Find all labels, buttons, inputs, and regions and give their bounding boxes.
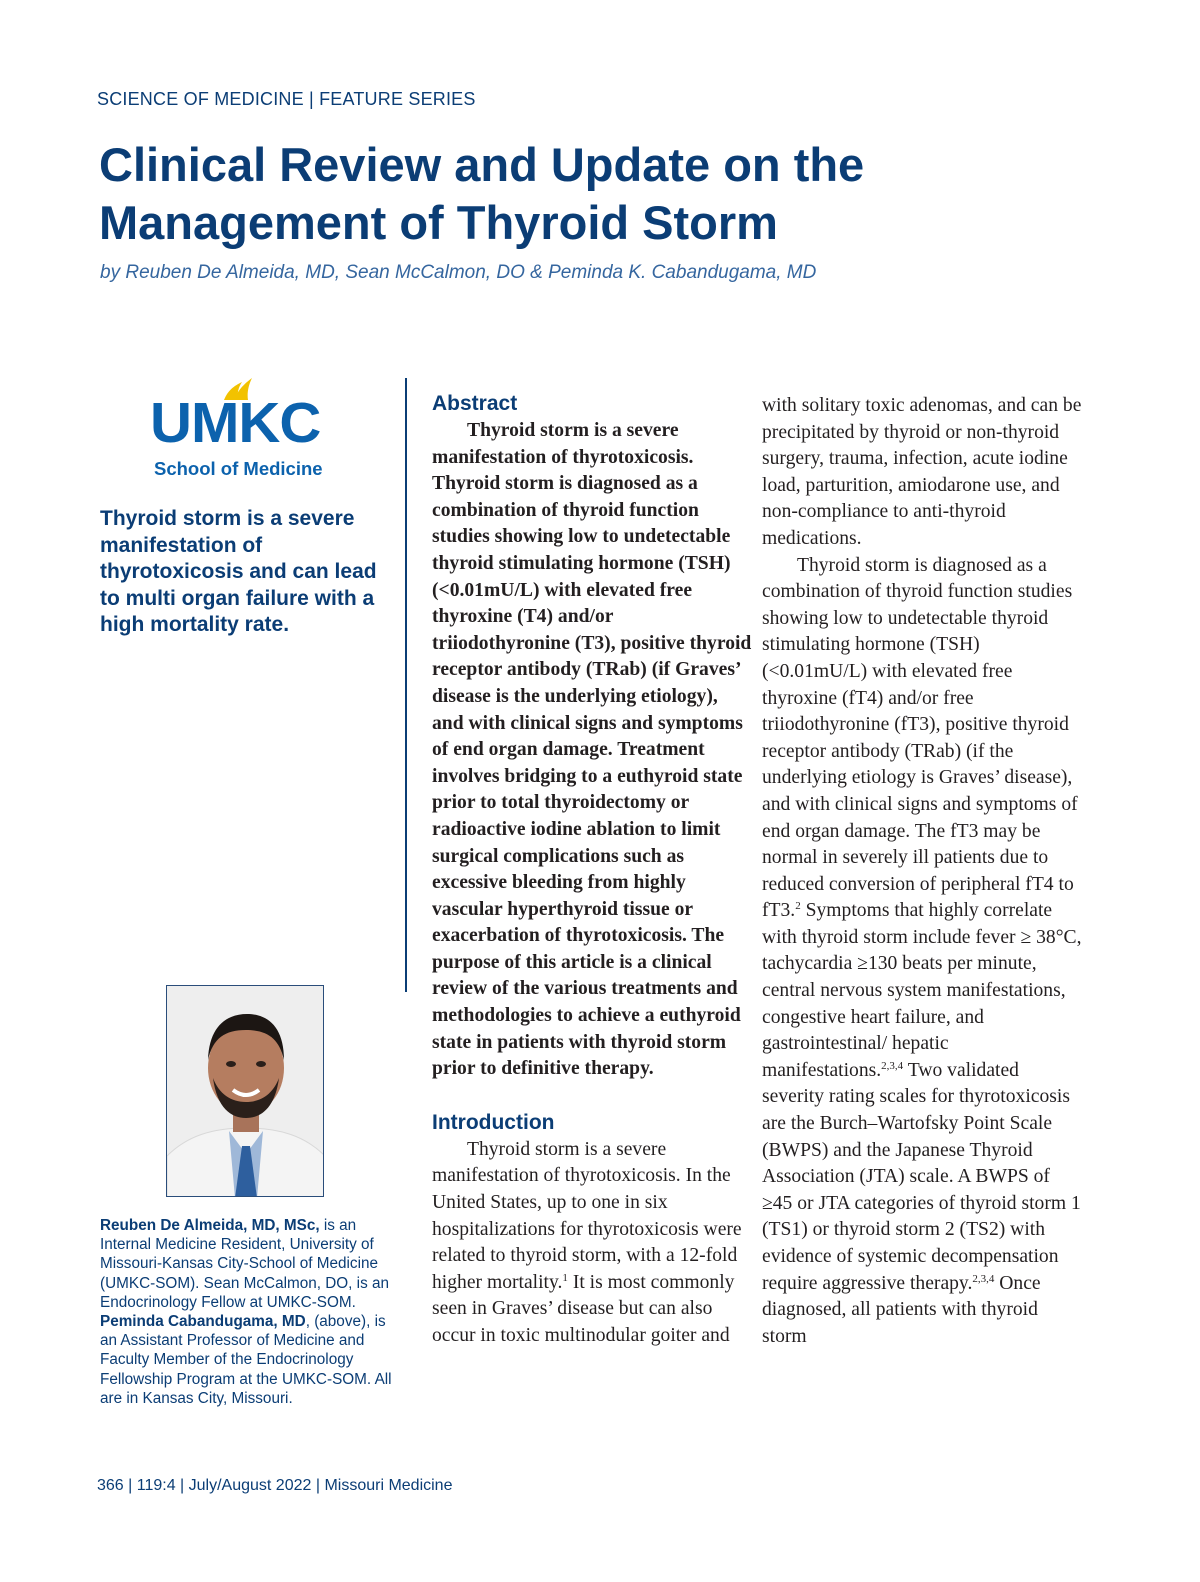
ref-2: 2 (795, 900, 801, 913)
author-bio-text-2: , (above), is an Assistant Professor of Medicine and Faculty Member of the Endocrinology Fellowship Program at the UMKC-SOM. All are in Kansas City, Missouri. (100, 1313, 392, 1407)
column-middle (432, 390, 752, 1350)
abstract-heading: Abstract (432, 392, 518, 415)
intro-p1-text-a: Thyroid storm is a severe manifestation of thyrotoxicosis. In the United States, up to one in six hospitalizations for thyrotoxicosis were related to thyroid storm, with a 12-fold higher mortality. (432, 1138, 742, 1293)
author-photo (166, 985, 324, 1197)
author-name-2: Peminda Cabandugama, MD (100, 1313, 306, 1331)
intro-p2-text-b: Symptoms that highly correlate with thyroid storm include fever ≥ 38°C, tachycardia ≥130 beats per minute, central nervous system manifestations, congestive heart failure, and gastrointestinal/ hepatic manifestations. (762, 900, 1082, 1081)
ref-2-3-4: 2,3,4 (881, 1059, 904, 1072)
ref-2-3-4-b: 2,3,4 (972, 1272, 995, 1285)
abstract-body: Thyroid storm is a severe manifestation of thyrotoxicosis. Thyroid storm is diagnosed as a combination of thyroid function studies showing low to undetectable thyroid stimulating hormone (TSH) (<0.01mU/L) with elevated free thyroxine (T4) and/or triiodothyronine (T3), positive thyroid receptor antibody (TRab) (if Graves’ disease is the underlying etiology), and with clinical signs and symptoms of end organ damage. Treatment involves bridging to a euthyroid state prior to total thyroidectomy or radioactive iodine ablation to limit surgical complications such as excessive bleeding from highly vascular hyperthyroid tissue or exacerbation of thyrotoxicosis. The purpose of this article is a clinical review of the various treatments and methodologies to achieve a euthyroid state in patients with thyroid storm prior to definitive therapy. (432, 420, 752, 1080)
umkc-logo (140, 372, 330, 490)
intro-paragraph-1 (432, 1137, 752, 1350)
introduction-heading: Introduction (432, 1110, 555, 1134)
page-footer: 366 | 119:4 | July/August 2022 | Missouri Medicine (97, 1477, 453, 1494)
logo-subtitle: School of Medicine (154, 458, 323, 479)
author-bio (100, 1216, 405, 1408)
intro-paragraph-2 (762, 553, 1082, 1351)
author-bio-text-1: is an Internal Medicine Resident, University of Missouri-Kansas City-School of Medicine (UMKC-SOM). Sean McCalmon, DO, is an Endocrinology Fellow at UMKC-SOM. (100, 1217, 389, 1311)
logo-wordmark: UMKC (150, 391, 321, 455)
intro-paragraph-1-cont: with solitary toxic adenomas, and can be precipitated by thyroid or non-thyroid surgery, trauma, infection, acute iodine load, parturition, amiodarone use, and non-compliance to anti-thyroid medications. (762, 395, 1082, 549)
pull-quote: Thyroid storm is a severe manifestation of thyrotoxicosis and can lead to multi organ failure with a high mortality rate. (100, 507, 377, 637)
column-right (762, 393, 1082, 1350)
article-title (99, 136, 1059, 252)
title-line-1: Clinical Review and Update on the (99, 138, 865, 191)
intro-p2-text-a: Thyroid storm is diagnosed as a combination of thyroid function studies showing low to undetectable thyroid stimulating hormone (TSH) (<0.01mU/L) with elevated free thyroxine (fT4) and/or free triiodothyronine (fT3), positive thyroid receptor antibody (TRab) (if the underlying etiology is Graves’ disease), and with clinical signs and symptoms of end organ damage. The fT3 may be normal in severely ill patients due to reduced conversion of peripheral fT4 to fT3. (762, 554, 1078, 922)
intro-p2-text-c: Two validated severity rating scales for thyrotoxicosis are the Burch–Wartofsky Point Scale (BWPS) and the Japanese Thyroid Association (JTA) scale. A BWPS of ≥45 or JTA categories of thyroid storm 1 (TS1) or thyroid storm 2 (TS2) with evidence of systemic decompensation require aggressive therapy. (762, 1059, 1081, 1294)
byline: by Reuben De Almeida, MD, Sean McCalmon, DO & Peminda K. Cabandugama, MD (100, 262, 817, 283)
title-line-2: Management of Thyroid Storm (99, 196, 778, 249)
author-name-1: Reuben De Almeida, MD, MSc, (100, 1217, 320, 1234)
column-divider (405, 378, 407, 992)
intro-p2-text-d: Once diagnosed, all patients with thyroid storm (762, 1272, 1041, 1347)
ref-1: 1 (562, 1271, 568, 1284)
intro-p1-text-b: It is most commonly seen in Graves’ disease but can also occur in toxic multinodular goiter and (432, 1271, 735, 1346)
section-label: SCIENCE OF MEDICINE | FEATURE SERIES (97, 89, 476, 109)
